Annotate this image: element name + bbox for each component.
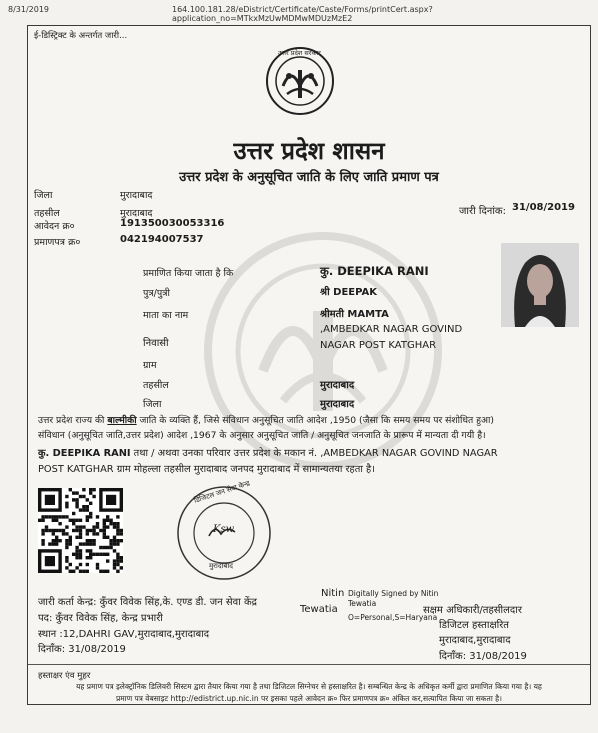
verification-footer — [28, 664, 590, 705]
seal-text-bottom: मुरादाबाद — [209, 562, 233, 570]
authority-sign: डिजिटल हस्ताक्षरित — [439, 620, 509, 631]
authority-date: दिनाँक: 31/08/2019 — [439, 651, 527, 662]
issue-date: 31/08/2019 — [512, 202, 575, 213]
digital-signed-line1: Digitally Signed by Nitin — [348, 589, 439, 598]
certify-label: प्रमाणित किया जाता है कि — [143, 268, 234, 279]
print-date: 8/31/2019 — [8, 5, 50, 14]
meta-certificate-label: प्रमाणपत्र क्र० — [34, 237, 81, 248]
issuer-place: स्थान :12,DAHRI GAV,मुरादाबाद,मुरादाबाद — [38, 629, 210, 640]
sign-and-seal-label: हस्ताक्षर एंव मुहर — [38, 671, 91, 681]
meta-district-label: जिला — [34, 190, 53, 201]
district-label: जिला — [143, 399, 162, 410]
authority-place: मुरादाबाद,मुरादाबाद — [439, 635, 511, 646]
digital-signed-line2: Tewatia — [348, 599, 377, 608]
resident-value-line2: NAGAR POST KATGHAR — [320, 340, 437, 351]
district-value: मुरादाबाद — [320, 399, 355, 410]
residence-statement-line1: कु. DEEPIKA RANI तथा / अथवा उनका परिवार उत्तर प्रदेश के मकान नं. ,AMBEDKAR NAGAR GOVIND NAGAR — [38, 448, 498, 459]
header-note: ई-डिस्ट्रिक्ट के अन्तर्गत जारी... — [34, 31, 128, 41]
seal-text-top: डिजिटल जन सेवा केन्द्र — [193, 479, 251, 505]
applicant-photo — [501, 243, 579, 327]
certify-value: कु. DEEPIKA RANI — [320, 264, 429, 278]
caste-statement-line2: संविधान (अनुसूचित जाति,उत्तर प्रदेश) आदेश ,1967 के अनुसार अनुसूचित जाति / अनुसूचित जनजाति के प्रारूप में मान्यता दी गयी है। — [38, 430, 486, 441]
meta-application-label: आवेदन क्र० — [34, 221, 75, 232]
signer-name-line2: Tewatia — [300, 604, 338, 615]
issue-date-label: जारी दिनांक: — [459, 206, 506, 217]
qr-code — [38, 488, 123, 573]
child-value: श्री DEEPAK — [320, 287, 378, 298]
print-url: 164.100.181.28/eDistrict/Certificate/Caste/Forms/printCert.aspx?application_no=MTkxMzUwMDMwMDUzMzE2 — [172, 5, 433, 23]
caste-statement-line1: उत्तर प्रदेश राज्य की बाल्मीकी जाति के व्यक्ति हैं, जिसे संविधान अनुसूचित जाति आदेश ,1950 (जैसा कि समय समय पर संशोधित हुआ) — [38, 415, 495, 426]
certificate-sheet — [27, 25, 591, 705]
issuer-date: दिनाँक: 31/08/2019 — [38, 644, 126, 655]
meta-certificate-value: 042194007537 — [120, 234, 204, 245]
meta-tehsil-value: मुरादाबाद — [120, 208, 153, 219]
tehsil-label: तहसील — [143, 380, 169, 391]
footer-line2: प्रमाण पत्र वेबसाइट http://edistrict.up.nic.in पर इसका पहले आवेदन क्र० फिर प्रमाणपत्र क्र० अंकित कर,सत्यापित किया जा सकता है। — [116, 694, 502, 703]
center-seal-stamp — [175, 479, 273, 582]
certificate-subtitle: उत्तर प्रदेश के अनुसूचित जाति के लिए जाति प्रमाण पत्र — [179, 170, 439, 185]
authority-title: सक्षम अधिकारी/तहसीलदार — [423, 605, 522, 616]
caste-name: बाल्मीकी — [107, 415, 137, 426]
certificate-title: उत्तर प्रदेश शासन — [233, 136, 385, 165]
seal-initials: Ksw — [213, 524, 235, 535]
resident-label: निवासी — [143, 338, 169, 349]
meta-district-value: मुरादाबाद — [120, 190, 153, 201]
digital-signed-org: O=Personal,S=Haryana — [348, 613, 438, 622]
child-label: पुत्र/पुत्री — [143, 288, 170, 299]
emblem-text: उत्तर प्रदेश सरकार — [278, 49, 321, 57]
meta-tehsil-label: तहसील — [34, 208, 60, 219]
meta-application-value: 191350030053316 — [120, 218, 225, 229]
signer-name-line1: Nitin — [321, 588, 345, 599]
residence-statement-line2: POST KATGHAR ग्राम मोहल्ला तहसील मुरादाबाद जनपद मुरादाबाद में सामान्यतया रहता है। — [38, 464, 375, 475]
browser-print-header — [0, 0, 598, 23]
mother-value: श्रीमती MAMTA — [320, 309, 389, 320]
footer-line1: यह प्रमाण पत्र इलेक्ट्रॉनिक डिलिवरी सिस्टम द्वारा तैयार किया गया है तथा डिजिटल सिग्नेचर से हस्ताक्षरित है। सम्बन्धित केन्द्र के अधिकृत कर्मी द्वारा प्रमाणित किया गया है। यह — [76, 682, 542, 691]
issuer-post: पद: कुँवर विवेक सिंह, केन्द्र प्रभारी — [38, 613, 163, 624]
resident-value-line1: ,AMBEDKAR NAGAR GOVIND — [320, 324, 463, 335]
village-label: ग्राम — [143, 360, 157, 371]
mother-label: माता का नाम — [143, 310, 189, 321]
tehsil-value: मुरादाबाद — [320, 380, 355, 391]
issuer-center: जारी कर्ता केन्द्र: कुँवर विवेक सिंह,के. एण्ड डी. जन सेवा केंद्र — [38, 597, 257, 608]
